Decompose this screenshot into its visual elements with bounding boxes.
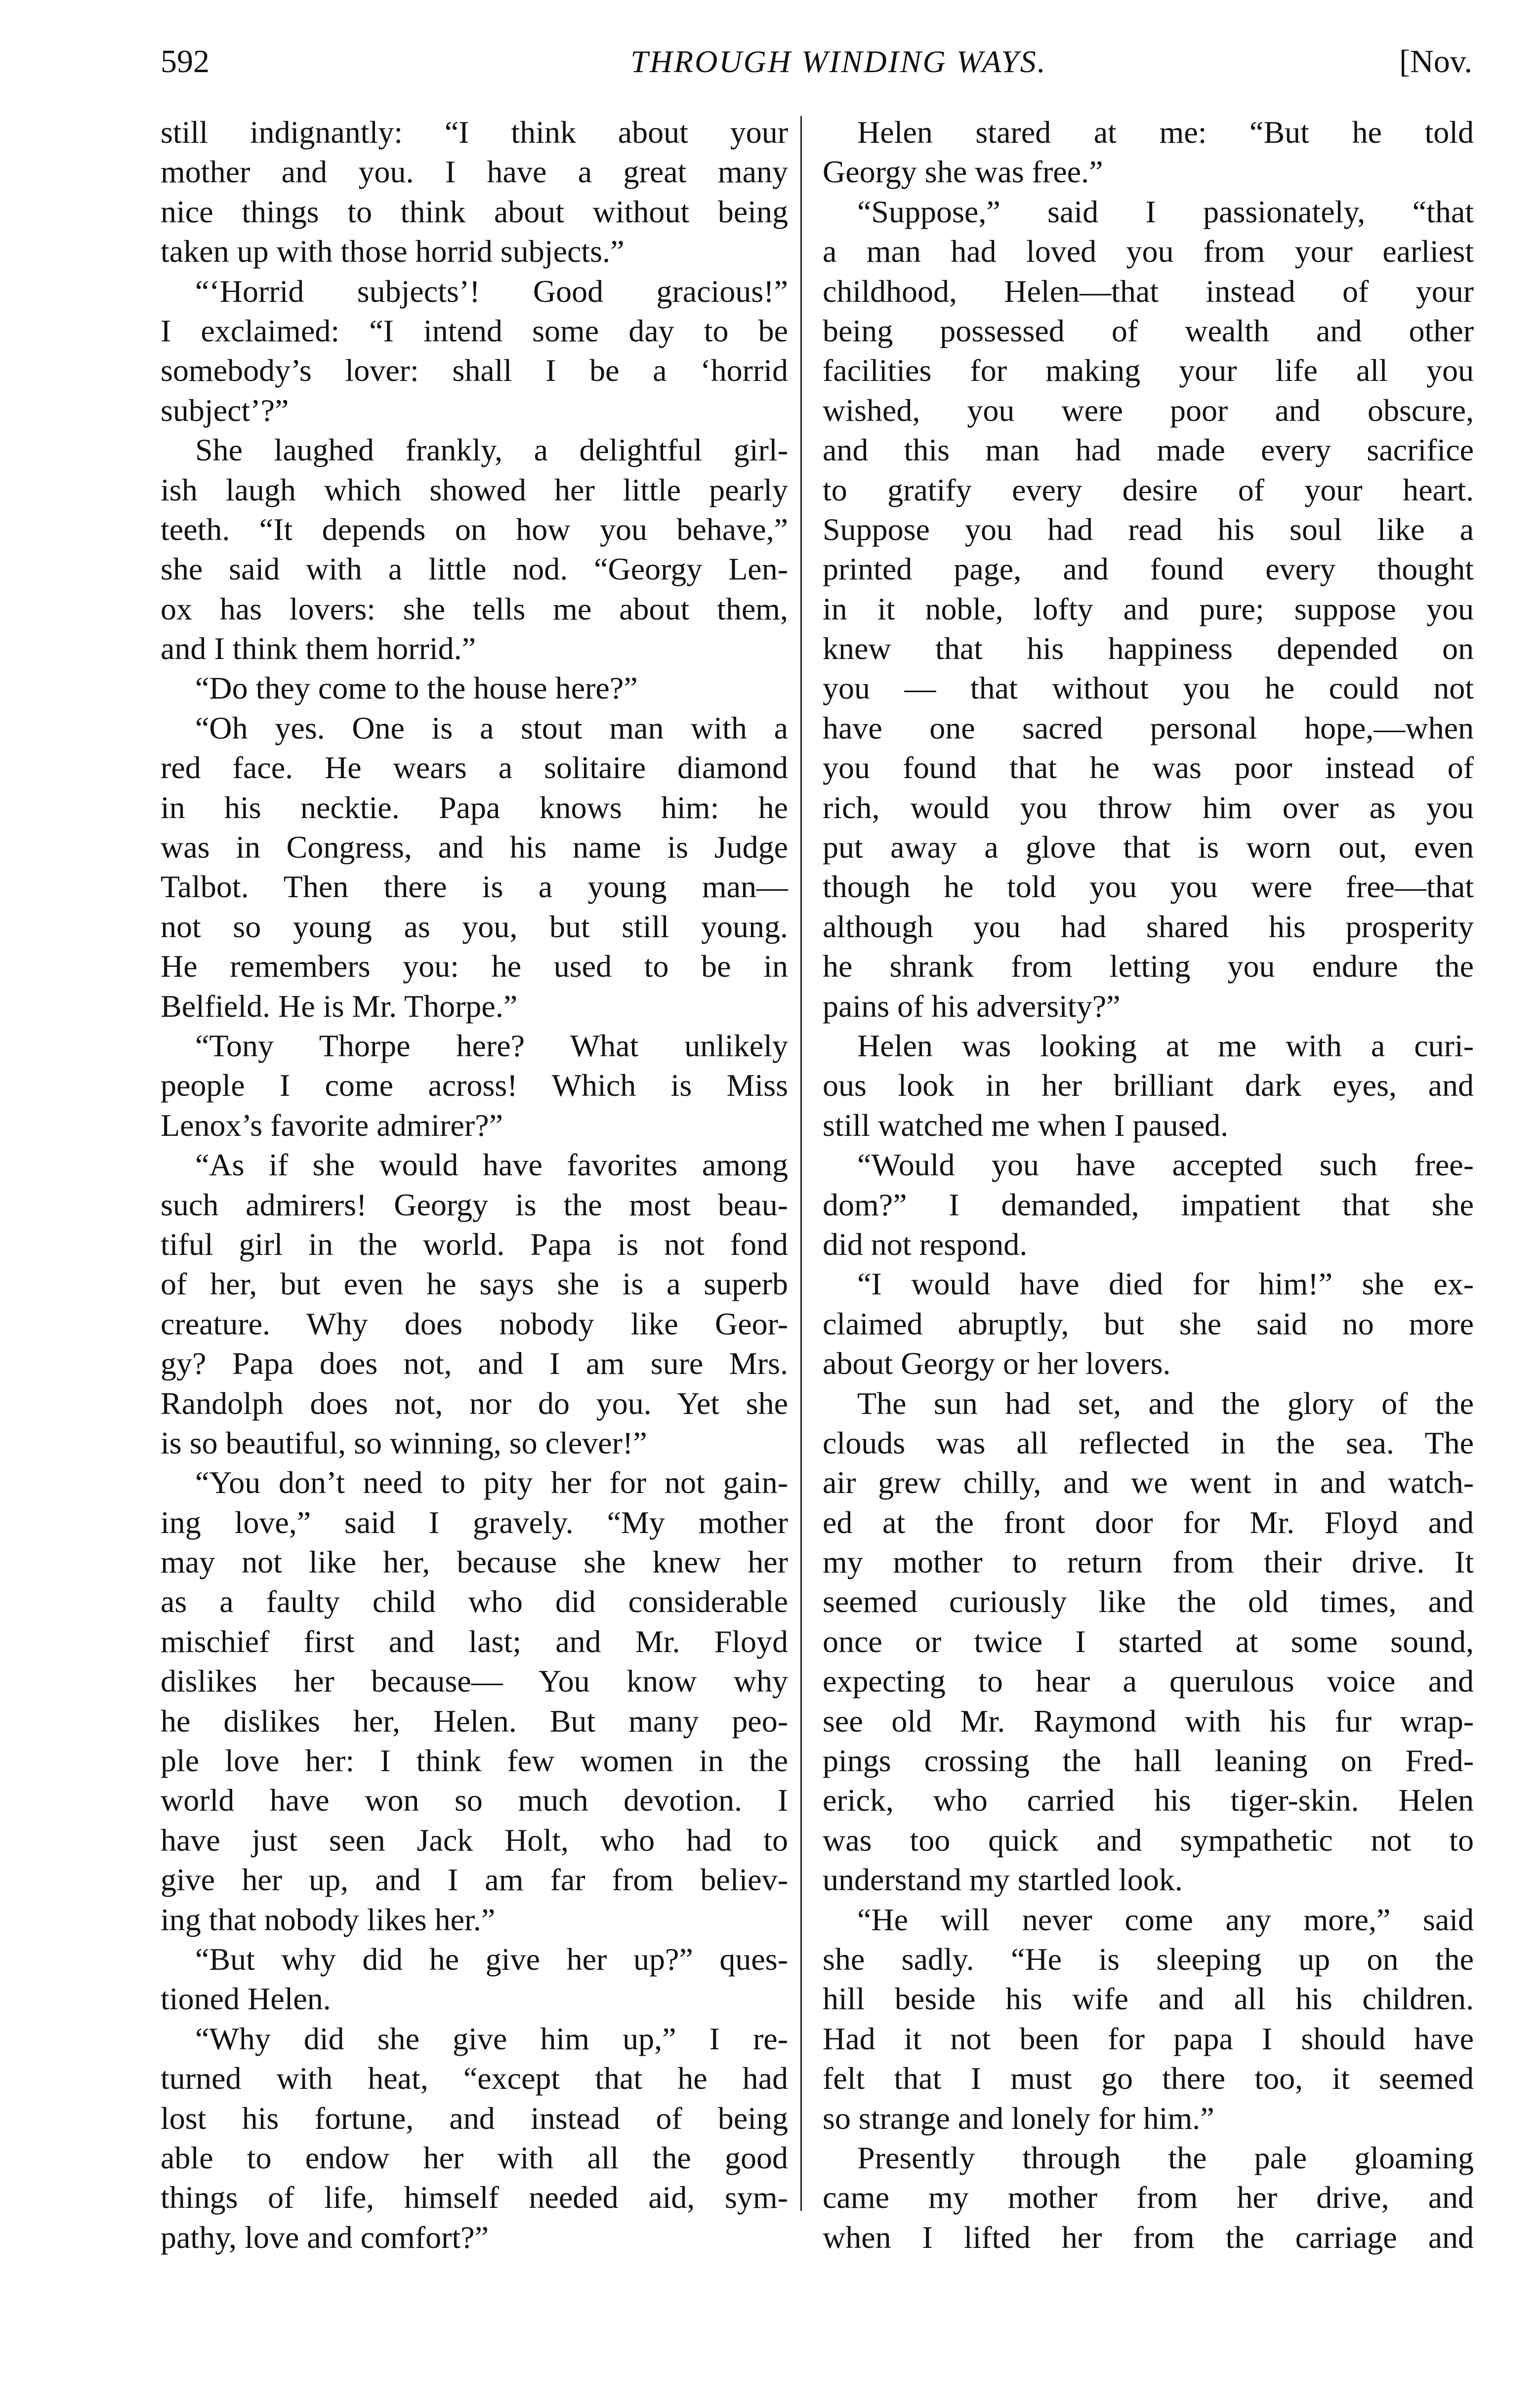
text-line: rich, would you throw him over as you [823,789,1474,825]
text-line: “Oh yes. One is a stout man with a [195,710,788,746]
text-line: pathy, love and comfort?” [161,2219,489,2255]
text-line: tioned Helen. [161,1981,331,2017]
text-line: ple love her: I think few women in the [161,1743,788,1779]
text-line: lost his fortune, and instead of being [161,2100,788,2136]
text-line: mischief first and last; and Mr. Floyd [161,1623,788,1659]
text-line: she said with a little nod. “Georgy Len- [161,551,788,587]
text-line: “As if she would have favorites among [195,1147,788,1183]
text-line: clouds was all reflected in the sea. The [823,1425,1474,1460]
text-line: hill beside his wife and all his children. [823,1981,1474,2017]
text-line: “He will never come any more,” said [857,1902,1474,1937]
text-line: The sun had set, and the glory of the [857,1385,1474,1421]
text-line: “Why did she give him up,” I re- [195,2021,788,2056]
text-line: Helen stared at me: “But he told [857,115,1474,150]
text-line: “You don’t need to pity her for not gain- [195,1465,788,1500]
text-line: Randolph does not, nor do you. Yet she [161,1385,788,1421]
text-line: “Tony Thorpe here? What unlikely [195,1028,788,1063]
page-number: 592 [161,43,209,80]
text-line: he shrank from letting you endure the [823,949,1474,984]
text-line: Talbot. Then there is a young man— [161,869,788,905]
text-line: things of life, himself needed aid, sym- [161,2180,788,2215]
text-column-right [823,113,1474,2257]
text-line: see old Mr. Raymond with his fur wrap- [823,1703,1474,1739]
text-line: ing that nobody likes her.” [161,1902,496,1937]
text-line: dom?” I demanded, impatient that she [823,1187,1474,1222]
text-line: being possessed of wealth and other [823,313,1474,348]
text-line: he dislikes her, Helen. But many peo- [161,1703,788,1739]
text-line: erick, who carried his tiger-skin. Helen [823,1783,1474,1818]
text-line: as a faulty child who did considerable [161,1584,788,1619]
text-line: ox has lovers: she tells me about them, [161,591,788,626]
text-line: to gratify every desire of your heart. [823,472,1474,507]
text-line: pains of his adversity?” [823,988,1121,1024]
text-line: air grew chilly, and we went in and watch- [823,1465,1474,1500]
text-line: Had it not been for papa I should have [823,2021,1474,2056]
text-line: subject’?” [161,392,289,428]
text-line: I exclaimed: “I intend some day to be [161,313,788,348]
text-line: so strange and lonely for him.” [823,2100,1214,2136]
text-line: did not respond. [823,1226,1028,1262]
text-line: printed page, and found every thought [823,551,1474,587]
text-line: Helen was looking at me with a curi- [857,1028,1474,1063]
text-line: seemed curiously like the old times, and [823,1584,1474,1619]
text-line: Georgy she was free.” [823,154,1103,190]
text-line: about Georgy or her lovers. [823,1346,1171,1381]
text-line: somebody’s lover: shall I be a ‘horrid [161,353,788,388]
text-line: understand my startled look. [823,1862,1183,1898]
text-line: “I would have died for him!” she ex- [857,1266,1474,1302]
text-column-left [161,113,788,2257]
running-head [161,35,1472,89]
text-line: ish laugh which showed her little pearly [161,472,788,507]
text-line: put away a glove that is worn out, even [823,830,1474,865]
text-line: expecting to hear a querulous voice and [823,1663,1474,1699]
text-line: Suppose you had read his soul like a [823,511,1474,547]
text-line: came my mother from her drive, and [823,2180,1474,2215]
text-line: “Do they come to the house here?” [195,670,638,706]
text-line: she sadly. “He is sleeping up on the [823,1941,1474,1977]
text-line: my mother to return from their drive. It [823,1544,1474,1580]
text-line: turned with heat, “except that he had [161,2061,788,2096]
text-line: dislikes her because— You know why [161,1663,788,1699]
column-rule [800,116,802,2211]
text-line: was too quick and sympathetic not to [823,1822,1474,1858]
text-line: a man had loved you from your earliest [823,234,1474,269]
text-line: when I lifted her from the carriage and [823,2219,1474,2255]
text-line: such admirers! Georgy is the most beau- [161,1187,788,1222]
text-line: ous look in her brilliant dark eyes, and [823,1068,1474,1103]
text-line: tiful girl in the world. Papa is not fond [161,1226,788,1262]
text-line: gy? Papa does not, and I am sure Mrs. [161,1346,788,1381]
text-line: He remembers you: he used to be in [161,949,788,984]
text-line: not so young as you, but still young. [161,909,788,944]
text-line: taken up with those horrid subjects.” [161,234,624,269]
text-line: “Suppose,” said I passionately, “that [857,194,1474,229]
running-month: [Nov. [1399,43,1472,80]
text-line: “But why did he give her up?” ques- [195,1941,788,1977]
text-line: felt that I must go there too, it seemed [823,2061,1474,2096]
text-line: in his necktie. Papa knows him: he [161,789,788,825]
text-line: “‘Horrid subjects’! Good gracious!” [195,273,788,309]
text-line: wished, you were poor and obscure, [823,392,1474,428]
text-line: may not like her, because she knew her [161,1544,788,1580]
text-line: mother and you. I have a great many [161,154,788,190]
text-line: in it noble, lofty and pure; suppose you [823,591,1474,626]
text-line: is so beautiful, so winning, so clever!” [161,1425,647,1460]
text-line: “Would you have accepted such free- [857,1147,1474,1183]
text-line: still indignantly: “I think about your [161,115,788,150]
text-line: have one sacred personal hope,—when [823,710,1474,746]
text-line: pings crossing the hall leaning on Fred- [823,1743,1474,1779]
text-line: knew that his happiness depended on [823,631,1474,666]
text-line: facilities for making your life all you [823,353,1474,388]
text-line: claimed abruptly, but she said no more [823,1306,1474,1341]
text-line: Belfield. He is Mr. Thorpe.” [161,988,518,1024]
text-line: ed at the front door for Mr. Floyd and [823,1504,1474,1540]
text-line: though he told you you were free—that [823,869,1474,905]
text-line: childhood, Helen—that instead of your [823,273,1474,309]
text-line: creature. Why does nobody like Geor- [161,1306,788,1341]
text-line: able to endow her with all the good [161,2140,788,2175]
text-line: red face. He wears a solitaire diamond [161,750,788,786]
text-line: once or twice I started at some sound, [823,1623,1474,1659]
text-line: give her up, and I am far from believ- [161,1862,788,1898]
text-line: you — that without you he could not [823,670,1474,706]
text-line: She laughed frankly, a delightful girl- [195,432,788,468]
text-line: Lenox’s favorite admirer?” [161,1107,503,1143]
text-line: ing love,” said I gravely. “My mother [161,1504,788,1540]
text-line: have just seen Jack Holt, who had to [161,1822,788,1858]
text-line: you found that he was poor instead of [823,750,1474,786]
running-title: THROUGH WINDING WAYS. [630,44,1047,79]
text-line: was in Congress, and his name is Judge [161,830,788,865]
text-line: people I come across! Which is Miss [161,1068,788,1103]
text-line: still watched me when I paused. [823,1107,1229,1143]
text-line: and this man had made every sacrifice [823,432,1474,468]
text-line: and I think them horrid.” [161,631,476,666]
text-line: nice things to think about without being [161,194,788,229]
text-line: although you had shared his prosperity [823,909,1474,944]
text-line: Presently through the pale gloaming [857,2140,1474,2175]
text-line: teeth. “It depends on how you behave,” [161,511,788,547]
text-line: world have won so much devotion. I [161,1783,788,1818]
text-line: of her, but even he says she is a superb [161,1266,788,1302]
